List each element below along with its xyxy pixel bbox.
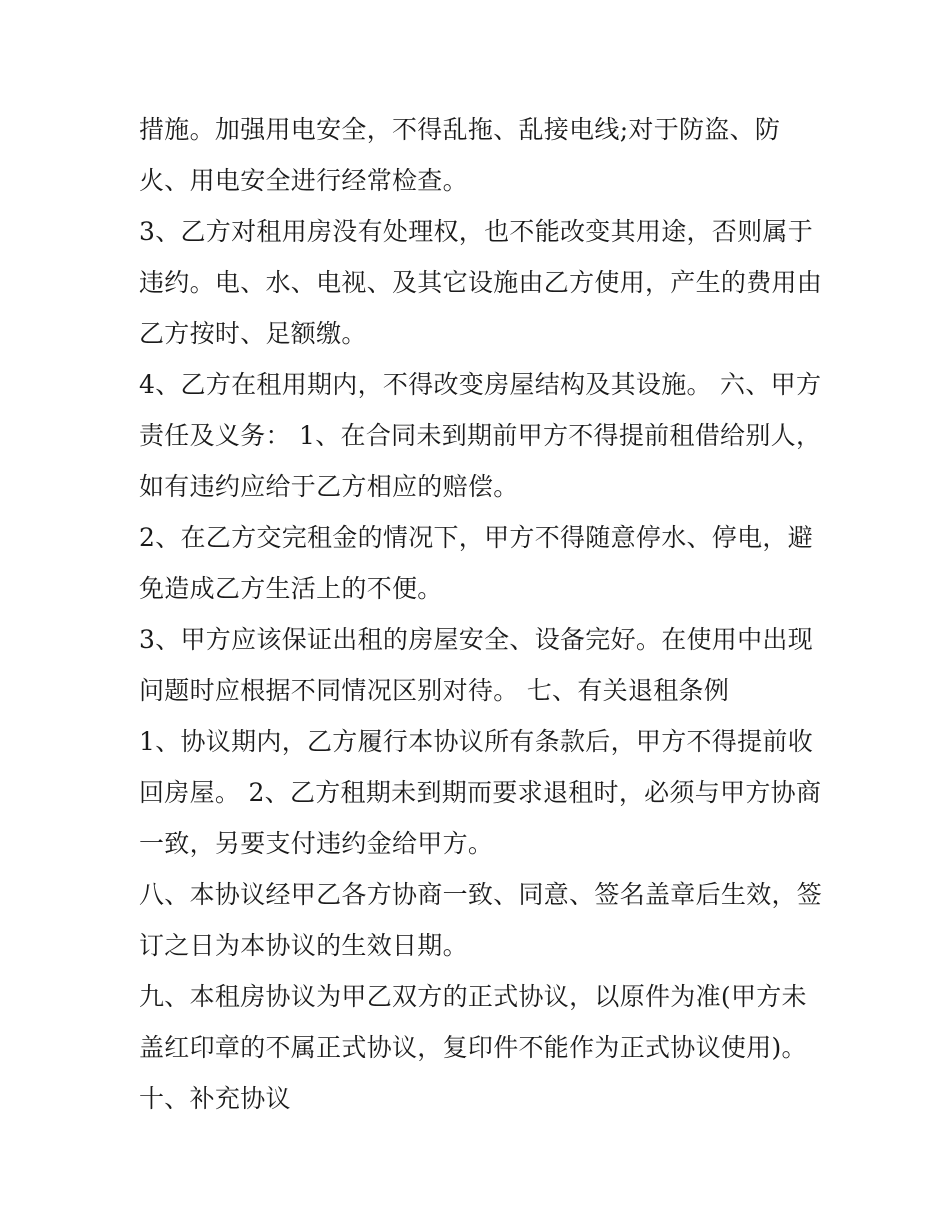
text-line: 回房屋。 2、乙方租期未到期而要求退租时，必须与甲方协商 — [139, 778, 822, 807]
text-line: 4、乙方在租用期内，不得改变房屋结构及其设施。 六、甲方 — [139, 370, 822, 399]
text-line: 盖红印章的不属正式协议，复印件不能作为正式协议使用)。 — [139, 1033, 807, 1062]
text-line: 火、用电安全进行经常检查。 — [139, 166, 468, 195]
text-line: 乙方按时、足额缴。 — [139, 319, 367, 348]
text-line: 措施。加强用电安全，不得乱拖、乱接电线;对于防盗、防 — [139, 115, 781, 144]
text-line: 订之日为本协议的生效日期。 — [139, 931, 468, 960]
document-body — [139, 104, 829, 1124]
text-line: 3、乙方对租用房没有处理权，也不能改变其用途，否则属于 — [139, 217, 814, 246]
text-line: 一致，另要支付违约金给甲方。 — [139, 829, 494, 858]
text-line: 问题时应根据不同情况区别对待。 七、有关退租条例 — [139, 676, 730, 705]
text-line: 2、在乙方交完租金的情况下，甲方不得随意停水、停电，避 — [139, 523, 814, 552]
text-line: 如有违约应给于乙方相应的赔偿。 — [139, 472, 519, 501]
text-line: 3、甲方应该保证出租的房屋安全、设备完好。在使用中出现 — [139, 625, 814, 654]
text-line: 九、本租房协议为甲乙双方的正式协议，以原件为准(甲方未 — [139, 982, 807, 1011]
text-line: 违约。电、水、电视、及其它设施由乙方使用，产生的费用由 — [139, 268, 823, 297]
text-line: 1、协议期内，乙方履行本协议所有条款后，甲方不得提前收 — [139, 727, 814, 756]
text-line: 十、补充协议 — [139, 1084, 291, 1113]
text-line: 免造成乙方生活上的不便。 — [139, 574, 443, 603]
text-line: 责任及义务： 1、在合同未到期前甲方不得提前租借给别人， — [139, 421, 822, 450]
text-line: 八、本协议经甲乙各方协商一致、同意、签名盖章后生效，签 — [139, 880, 823, 909]
